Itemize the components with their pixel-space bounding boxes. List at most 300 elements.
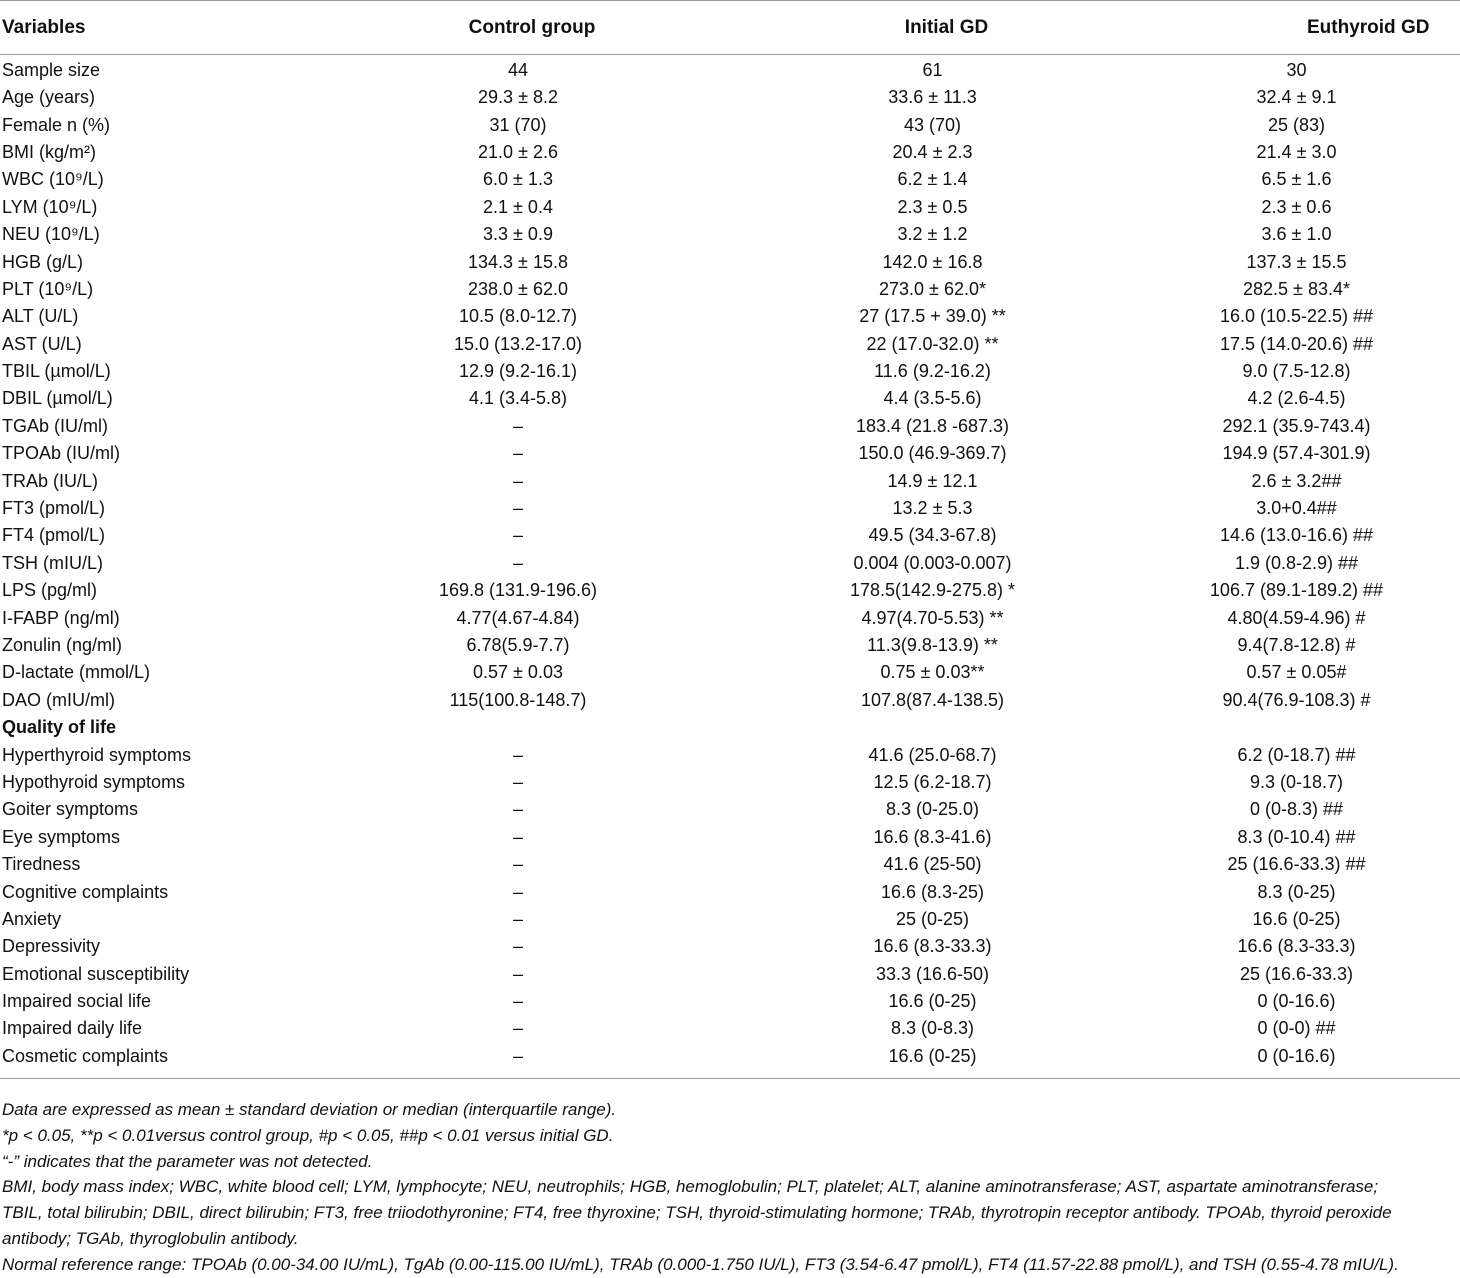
cell-initial-gd bbox=[728, 495, 1165, 522]
cell-variable-text: Depressivity bbox=[2, 936, 101, 957]
cell-euthyroid-gd-text: 21.4 ± 3.0 bbox=[1256, 141, 1337, 162]
cell-euthyroid-gd-text: 1.9 (0.8-2.9) ## bbox=[1234, 552, 1359, 573]
cell-control-group bbox=[336, 632, 728, 659]
cell-control-group-text: – bbox=[512, 881, 523, 902]
cell-control-group bbox=[336, 84, 728, 111]
cell-initial-gd bbox=[728, 659, 1165, 686]
cell-variable-text: WBC (10⁹/L) bbox=[2, 169, 104, 190]
table-row bbox=[0, 550, 1460, 577]
cell-control-group-text: – bbox=[512, 936, 523, 957]
cell-variable bbox=[0, 604, 336, 631]
cell-variable-text: Cosmetic complaints bbox=[2, 1045, 169, 1066]
cell-variable-text: Sample size bbox=[2, 60, 101, 80]
cell-variable bbox=[0, 659, 336, 686]
cell-variable-text: Impaired social life bbox=[2, 991, 152, 1012]
cell-control-group-text: – bbox=[512, 799, 523, 820]
cell-control-group bbox=[336, 1015, 728, 1042]
cell-variable bbox=[0, 961, 336, 988]
cell-initial-gd-text: 16.6 (8.3-33.3) bbox=[873, 936, 992, 957]
cell-control-group bbox=[336, 851, 728, 878]
cell-euthyroid-gd bbox=[1165, 194, 1460, 221]
cell-control-group bbox=[336, 358, 728, 385]
cell-initial-gd bbox=[728, 385, 1165, 412]
cell-variable-text: Emotional susceptibility bbox=[2, 963, 190, 984]
cell-initial-gd bbox=[728, 331, 1165, 358]
cell-control-group bbox=[336, 741, 728, 768]
cell-initial-gd bbox=[728, 906, 1165, 933]
cell-variable-text: FT4 (pmol/L) bbox=[2, 525, 106, 546]
cell-control-group bbox=[336, 139, 728, 166]
cell-euthyroid-gd bbox=[1165, 111, 1460, 138]
cell-initial-gd-text: 13.2 ± 5.3 bbox=[892, 498, 973, 519]
cell-variable-text: I-FABP (ng/ml) bbox=[2, 607, 120, 628]
cell-euthyroid-gd-text: 3.6 ± 1.0 bbox=[1261, 224, 1332, 245]
table-row bbox=[0, 1015, 1460, 1042]
table-row bbox=[0, 248, 1460, 275]
cell-euthyroid-gd-text: 8.3 (0-10.4) ## bbox=[1237, 826, 1356, 847]
cell-euthyroid-gd bbox=[1165, 413, 1460, 440]
cell-control-group bbox=[336, 166, 728, 193]
cell-control-group-text: 134.3 ± 15.8 bbox=[468, 251, 568, 272]
cell-control-group-text: – bbox=[512, 908, 523, 929]
cell-control-group-text: 6.0 ± 1.3 bbox=[483, 169, 553, 190]
cell-initial-gd bbox=[728, 248, 1165, 275]
cell-euthyroid-gd-text: 17.5 (14.0-20.6) ## bbox=[1219, 333, 1374, 354]
cell-variable-text: Cognitive complaints bbox=[2, 881, 169, 902]
cell-euthyroid-gd-text: 16.6 (8.3-33.3) bbox=[1237, 936, 1356, 957]
cell-variable bbox=[0, 522, 336, 549]
cell-control-group-text: 31 (70) bbox=[489, 114, 547, 135]
cell-euthyroid-gd-text: 106.7 (89.1-189.2) ## bbox=[1209, 580, 1384, 601]
cell-euthyroid-gd bbox=[1165, 824, 1460, 851]
cell-initial-gd bbox=[728, 796, 1165, 823]
cell-euthyroid-gd-text: 2.3 ± 0.6 bbox=[1261, 196, 1332, 217]
cell-control-group-text: 12.9 (9.2-16.1) bbox=[458, 361, 578, 382]
cell-variable-text: Goiter symptoms bbox=[2, 799, 139, 820]
cell-control-group bbox=[336, 659, 728, 686]
cell-initial-gd bbox=[728, 440, 1165, 467]
cell-euthyroid-gd-text: 282.5 ± 83.4* bbox=[1243, 278, 1350, 299]
cell-euthyroid-gd-text: 0 (0-8.3) ## bbox=[1249, 799, 1344, 820]
cell-variable-text: PLT (10⁹/L) bbox=[2, 278, 94, 299]
cell-euthyroid-gd bbox=[1165, 385, 1460, 412]
cell-initial-gd-text: 43 (70) bbox=[903, 114, 962, 135]
cell-euthyroid-gd bbox=[1165, 796, 1460, 823]
cell-variable bbox=[0, 440, 336, 467]
cell-initial-gd bbox=[728, 604, 1165, 631]
cell-variable bbox=[0, 221, 336, 248]
cell-variable-text: Zonulin (ng/ml) bbox=[2, 635, 123, 655]
table-row bbox=[0, 55, 1460, 85]
cell-initial-gd bbox=[728, 55, 1165, 85]
cell-variable-text: Tiredness bbox=[2, 854, 81, 875]
table-row bbox=[0, 385, 1460, 412]
cell-euthyroid-gd-text: 2.6 ± 3.2## bbox=[1251, 470, 1342, 491]
cell-euthyroid-gd bbox=[1165, 851, 1460, 878]
table-row bbox=[0, 413, 1460, 440]
cell-initial-gd-text: 4.97(4.70-5.53) ** bbox=[861, 607, 1004, 628]
cell-initial-gd bbox=[728, 577, 1165, 604]
table-row bbox=[0, 194, 1460, 221]
cell-variable-text: TGAb (IU/ml) bbox=[2, 415, 108, 436]
table-row bbox=[0, 659, 1460, 686]
table-body bbox=[0, 55, 1460, 1079]
table-row bbox=[0, 440, 1460, 467]
table-row bbox=[0, 878, 1460, 905]
cell-euthyroid-gd bbox=[1165, 331, 1460, 358]
header-euthyroid-gd: Euthyroid GD bbox=[1165, 1, 1460, 55]
cell-initial-gd-text: 20.4 ± 2.3 bbox=[892, 141, 973, 162]
cell-variable-text: DAO (mIU/ml) bbox=[2, 689, 115, 710]
cell-control-group bbox=[336, 522, 728, 549]
cell-euthyroid-gd-text: 4.2 (2.6-4.5) bbox=[1247, 388, 1346, 409]
cell-control-group bbox=[336, 111, 728, 138]
cell-control-group-text: – bbox=[512, 498, 523, 519]
cell-control-group-text: – bbox=[512, 525, 523, 546]
cell-euthyroid-gd bbox=[1165, 878, 1460, 905]
cell-variable bbox=[0, 111, 336, 138]
cell-initial-gd bbox=[728, 522, 1165, 549]
cell-initial-gd bbox=[728, 769, 1165, 796]
cell-variable bbox=[0, 851, 336, 878]
cell-control-group-text: – bbox=[512, 854, 523, 875]
cell-control-group bbox=[336, 55, 728, 85]
cell-variable bbox=[0, 988, 336, 1015]
header-initial-gd: Initial GD bbox=[728, 1, 1165, 55]
cell-initial-gd-text: 2.3 ± 0.5 bbox=[897, 196, 968, 217]
table-footnotes bbox=[2, 1097, 1458, 1278]
footnote-line: BMI, body mass index; WBC, white blood cell; LYM, lymphocyte; NEU, neutrophils; HGB, hemoglobulin; PLT, platelet; ALT, alanine aminotransferase; AST, aspartate aminotransferase; bbox=[2, 1177, 1379, 1197]
table-row bbox=[0, 961, 1460, 988]
table-row bbox=[0, 604, 1460, 631]
cell-initial-gd bbox=[728, 878, 1165, 905]
cell-initial-gd-text: 41.6 (25.0-68.7) bbox=[868, 744, 997, 765]
cell-initial-gd bbox=[728, 550, 1165, 577]
cell-euthyroid-gd-text: 9.4(7.8-12.8) # bbox=[1237, 635, 1356, 655]
cell-variable bbox=[0, 139, 336, 166]
cell-control-group-text: 3.3 ± 0.9 bbox=[483, 224, 553, 245]
cell-variable bbox=[0, 495, 336, 522]
cell-initial-gd-text: 107.8(87.4-138.5) bbox=[860, 689, 1005, 710]
cell-control-group-text: – bbox=[512, 963, 523, 984]
cell-initial-gd bbox=[728, 824, 1165, 851]
cell-initial-gd-text: 6.2 ± 1.4 bbox=[897, 169, 968, 190]
cell-initial-gd-text: 178.5(142.9-275.8) * bbox=[849, 580, 1016, 601]
cell-initial-gd bbox=[728, 687, 1165, 714]
cell-euthyroid-gd bbox=[1165, 550, 1460, 577]
cell-euthyroid-gd bbox=[1165, 961, 1460, 988]
cell-variable-text: Quality of life bbox=[2, 717, 117, 738]
cell-control-group-text: 15.0 (13.2-17.0) bbox=[453, 333, 583, 354]
cell-variable bbox=[0, 687, 336, 714]
cell-initial-gd-text: 11.3(9.8-13.9) ** bbox=[867, 635, 998, 655]
cell-initial-gd bbox=[728, 111, 1165, 138]
cell-variable-text: NEU (10⁹/L) bbox=[2, 224, 100, 245]
cell-variable bbox=[0, 714, 336, 741]
cell-variable-text: Age (years) bbox=[2, 87, 96, 108]
cell-euthyroid-gd-text: 16.0 (10.5-22.5) ## bbox=[1219, 306, 1374, 327]
cell-variable-text: DBIL (µmol/L) bbox=[2, 388, 113, 409]
cell-control-group bbox=[336, 276, 728, 303]
cell-initial-gd-text: 16.6 (0-25) bbox=[888, 991, 977, 1012]
cell-euthyroid-gd-text: 32.4 ± 9.1 bbox=[1256, 87, 1337, 108]
footnote-line: Data are expressed as mean ± standard deviation or median (interquartile range). bbox=[2, 1100, 617, 1119]
cell-euthyroid-gd bbox=[1165, 303, 1460, 330]
cell-initial-gd bbox=[728, 1015, 1165, 1042]
cell-variable bbox=[0, 55, 336, 85]
cell-control-group bbox=[336, 440, 728, 467]
cell-variable bbox=[0, 824, 336, 851]
cell-variable bbox=[0, 741, 336, 768]
cell-euthyroid-gd bbox=[1165, 1043, 1460, 1079]
cell-initial-gd-text: 14.9 ± 12.1 bbox=[887, 470, 978, 491]
cell-initial-gd bbox=[728, 221, 1165, 248]
cell-variable bbox=[0, 467, 336, 494]
table-row bbox=[0, 276, 1460, 303]
cell-control-group-text: 4.1 (3.4-5.8) bbox=[468, 388, 568, 409]
table-row bbox=[0, 769, 1460, 796]
cell-variable bbox=[0, 303, 336, 330]
cell-initial-gd bbox=[728, 851, 1165, 878]
cell-initial-gd-text: 0.75 ± 0.03** bbox=[880, 662, 985, 683]
header-variables: Variables bbox=[0, 1, 336, 55]
cell-control-group bbox=[336, 796, 728, 823]
cell-control-group bbox=[336, 248, 728, 275]
cell-euthyroid-gd-text: 137.3 ± 15.5 bbox=[1246, 251, 1347, 272]
cell-euthyroid-gd-text: 194.9 (57.4-301.9) bbox=[1222, 443, 1371, 464]
footnote-line: antibody; TGAb, thyroglobulin antibody. bbox=[2, 1228, 299, 1248]
cell-euthyroid-gd bbox=[1165, 988, 1460, 1015]
cell-control-group-text: – bbox=[512, 552, 523, 573]
table-row bbox=[0, 111, 1460, 138]
cell-initial-gd bbox=[728, 467, 1165, 494]
cell-initial-gd bbox=[728, 988, 1165, 1015]
table-row bbox=[0, 522, 1460, 549]
cell-variable bbox=[0, 632, 336, 659]
cell-euthyroid-gd bbox=[1165, 632, 1460, 659]
cell-initial-gd-text: 25 (0-25) bbox=[895, 908, 970, 929]
cell-euthyroid-gd-text: 9.3 (0-18.7) bbox=[1249, 771, 1344, 792]
cell-initial-gd bbox=[728, 139, 1165, 166]
table-row bbox=[0, 84, 1460, 111]
cell-control-group bbox=[336, 878, 728, 905]
cell-initial-gd-text: 3.2 ± 1.2 bbox=[897, 224, 968, 245]
cell-variable-text: Female n (%) bbox=[2, 114, 111, 135]
table-row bbox=[0, 1043, 1460, 1079]
cell-variable-text: TPOAb (IU/ml) bbox=[2, 443, 121, 464]
cell-control-group bbox=[336, 577, 728, 604]
cell-variable bbox=[0, 276, 336, 303]
cell-variable bbox=[0, 194, 336, 221]
cell-initial-gd-text: 16.6 (0-25) bbox=[888, 1045, 977, 1066]
cell-control-group-text: – bbox=[512, 744, 523, 765]
cell-control-group-text: – bbox=[512, 443, 523, 464]
table-row bbox=[0, 358, 1460, 385]
cell-control-group-text: – bbox=[512, 1018, 523, 1039]
cell-control-group bbox=[336, 550, 728, 577]
cell-euthyroid-gd bbox=[1165, 276, 1460, 303]
cell-control-group-text: 44 bbox=[507, 60, 529, 80]
cell-euthyroid-gd bbox=[1165, 659, 1460, 686]
cell-variable-text: HGB (g/L) bbox=[2, 251, 84, 272]
cell-initial-gd-text: 4.4 (3.5-5.6) bbox=[883, 388, 982, 409]
cell-control-group bbox=[336, 933, 728, 960]
cell-variable bbox=[0, 248, 336, 275]
cell-euthyroid-gd-text: 25 (83) bbox=[1267, 114, 1326, 135]
cell-control-group-text: 169.8 (131.9-196.6) bbox=[438, 580, 598, 601]
cell-variable-text: LPS (pg/ml) bbox=[2, 580, 98, 601]
cell-euthyroid-gd-text: 25 (16.6-33.3) ## bbox=[1227, 854, 1366, 875]
cell-control-group-text: – bbox=[512, 470, 523, 491]
table-row bbox=[0, 577, 1460, 604]
table-row bbox=[0, 495, 1460, 522]
cell-euthyroid-gd-text: 9.0 (7.5-12.8) bbox=[1242, 361, 1351, 382]
cell-initial-gd-text: 61 bbox=[922, 60, 943, 80]
cell-initial-gd bbox=[728, 1043, 1165, 1079]
table-row bbox=[0, 166, 1460, 193]
cell-initial-gd-text: 150.0 (46.9-369.7) bbox=[858, 443, 1007, 464]
cell-initial-gd-text: 8.3 (0-8.3) bbox=[890, 1018, 975, 1039]
cell-control-group bbox=[336, 303, 728, 330]
cell-euthyroid-gd bbox=[1165, 55, 1460, 85]
cell-euthyroid-gd bbox=[1165, 248, 1460, 275]
cell-variable-text: Hyperthyroid symptoms bbox=[2, 744, 192, 765]
cell-euthyroid-gd-text: 3.0+0.4## bbox=[1256, 498, 1337, 519]
cell-initial-gd-text: 183.4 (21.8 -687.3) bbox=[855, 415, 1010, 436]
cell-control-group bbox=[336, 769, 728, 796]
cell-control-group-text: 2.1 ± 0.4 bbox=[483, 196, 553, 217]
table-row bbox=[0, 933, 1460, 960]
cell-variable bbox=[0, 550, 336, 577]
cell-variable bbox=[0, 577, 336, 604]
cell-control-group bbox=[336, 331, 728, 358]
cell-control-group-text: 0.57 ± 0.03 bbox=[473, 662, 563, 683]
footnote-line: “-” indicates that the parameter was not detected. bbox=[2, 1151, 373, 1171]
cell-variable-text: AST (U/L) bbox=[2, 333, 82, 354]
cell-variable bbox=[0, 1015, 336, 1042]
cell-euthyroid-gd-text: 14.6 (13.0-16.6) ## bbox=[1219, 525, 1374, 546]
cell-variable-text: ALT (U/L) bbox=[2, 306, 79, 327]
cell-control-group bbox=[336, 906, 728, 933]
cell-variable bbox=[0, 385, 336, 412]
cell-variable-text: LYM (10⁹/L) bbox=[2, 196, 98, 217]
cell-initial-gd bbox=[728, 303, 1165, 330]
cell-control-group bbox=[336, 495, 728, 522]
cell-variable-text: Anxiety bbox=[2, 908, 62, 929]
cell-control-group bbox=[336, 194, 728, 221]
cell-control-group bbox=[336, 385, 728, 412]
cell-initial-gd bbox=[728, 961, 1165, 988]
cell-initial-gd bbox=[728, 166, 1165, 193]
table-row bbox=[0, 741, 1460, 768]
cell-initial-gd-text: 16.6 (8.3-41.6) bbox=[873, 826, 992, 847]
cell-euthyroid-gd bbox=[1165, 139, 1460, 166]
cell-variable-text: TSH (mIU/L) bbox=[2, 552, 103, 573]
cell-variable-text: FT3 (pmol/L) bbox=[2, 498, 106, 519]
cell-initial-gd bbox=[728, 632, 1165, 659]
cell-initial-gd-text: 8.3 (0-25.0) bbox=[885, 799, 980, 820]
cell-initial-gd bbox=[728, 933, 1165, 960]
cell-control-group bbox=[336, 988, 728, 1015]
header-control-group: Control group bbox=[336, 1, 728, 55]
cell-euthyroid-gd bbox=[1165, 495, 1460, 522]
cell-initial-gd-text: 49.5 (34.3-67.8) bbox=[868, 525, 997, 546]
cell-initial-gd-text: 16.6 (8.3-25) bbox=[880, 881, 985, 902]
cell-initial-gd bbox=[728, 84, 1165, 111]
cell-euthyroid-gd-text: 30 bbox=[1286, 60, 1307, 80]
cell-euthyroid-gd-text: 0 (0-16.6) bbox=[1257, 1045, 1336, 1066]
cell-initial-gd-text: 33.6 ± 11.3 bbox=[888, 87, 977, 108]
cell-euthyroid-gd bbox=[1165, 522, 1460, 549]
cell-variable bbox=[0, 1043, 336, 1079]
cell-control-group-text: 10.5 (8.0-12.7) bbox=[458, 306, 578, 327]
cell-control-group-text: – bbox=[512, 1045, 523, 1066]
cell-euthyroid-gd bbox=[1165, 577, 1460, 604]
cell-variable-text: Impaired daily life bbox=[2, 1018, 143, 1039]
cell-variable bbox=[0, 769, 336, 796]
cell-euthyroid-gd bbox=[1165, 687, 1460, 714]
cell-initial-gd-text: 27 (17.5 + 39.0) ** bbox=[859, 306, 1006, 327]
cell-variable bbox=[0, 358, 336, 385]
cell-control-group-text: 115(100.8-148.7) bbox=[449, 689, 587, 710]
cell-variable-text: Eye symptoms bbox=[2, 826, 121, 847]
cell-variable-text: BMI (kg/m²) bbox=[2, 141, 96, 162]
cell-euthyroid-gd-text: 0.57 ± 0.05# bbox=[1246, 662, 1347, 683]
cell-control-group bbox=[336, 413, 728, 440]
cell-euthyroid-gd bbox=[1165, 906, 1460, 933]
cell-control-group-text: – bbox=[512, 991, 523, 1012]
cell-euthyroid-gd-text: 8.3 (0-25) bbox=[1257, 881, 1336, 902]
cell-euthyroid-gd-text: 0 (0-0) ## bbox=[1257, 1018, 1336, 1039]
cell-euthyroid-gd-text: 90.4(76.9-108.3) # bbox=[1222, 689, 1371, 710]
cell-control-group-text: 29.3 ± 8.2 bbox=[478, 87, 558, 108]
cell-initial-gd bbox=[728, 413, 1165, 440]
table-header-row bbox=[0, 1, 1460, 55]
cell-euthyroid-gd bbox=[1165, 358, 1460, 385]
cell-control-group bbox=[336, 961, 728, 988]
cell-initial-gd-text: 273.0 ± 62.0* bbox=[879, 278, 986, 299]
cell-variable bbox=[0, 331, 336, 358]
table-row bbox=[0, 303, 1460, 330]
cell-control-group bbox=[336, 824, 728, 851]
cell-variable-text: D-lactate (mmol/L) bbox=[2, 662, 151, 683]
cell-variable-text: Hypothyroid symptoms bbox=[2, 771, 186, 792]
cell-control-group bbox=[336, 221, 728, 248]
table-row bbox=[0, 632, 1460, 659]
cell-initial-gd-text: 0.004 (0.003-0.007) bbox=[853, 552, 1012, 573]
cell-control-group-text: 21.0 ± 2.6 bbox=[478, 141, 558, 162]
table-row bbox=[0, 988, 1460, 1015]
cell-euthyroid-gd bbox=[1165, 604, 1460, 631]
cell-control-group bbox=[336, 1043, 728, 1079]
cell-euthyroid-gd-text: 16.6 (0-25) bbox=[1252, 908, 1341, 929]
cell-initial-gd bbox=[728, 276, 1165, 303]
table-row bbox=[0, 687, 1460, 714]
cell-euthyroid-gd bbox=[1165, 1015, 1460, 1042]
footnote-line: TBIL, total bilirubin; DBIL, direct bilirubin; FT3, free triiodothyronine; FT4, free thyroxine; TSH, thyroid-stimulating hormone; TRAb, thyrotropin receptor antibody. TPOAb, thyroid peroxide bbox=[2, 1203, 1392, 1223]
cell-initial-gd-text: 11.6 (9.2-16.2) bbox=[874, 361, 991, 382]
cell-euthyroid-gd bbox=[1165, 221, 1460, 248]
footnote-line: *p < 0.05, **p < 0.01versus control group, #p < 0.05, ##p < 0.01 versus initial GD. bbox=[2, 1125, 614, 1145]
cell-euthyroid-gd-text: 0 (0-16.6) bbox=[1257, 991, 1336, 1012]
cell-variable bbox=[0, 166, 336, 193]
table-row bbox=[0, 221, 1460, 248]
cell-initial-gd bbox=[728, 741, 1165, 768]
cell-initial-gd bbox=[728, 358, 1165, 385]
cell-control-group-text: 238.0 ± 62.0 bbox=[468, 278, 568, 299]
table-row bbox=[0, 796, 1460, 823]
cell-control-group bbox=[336, 604, 728, 631]
